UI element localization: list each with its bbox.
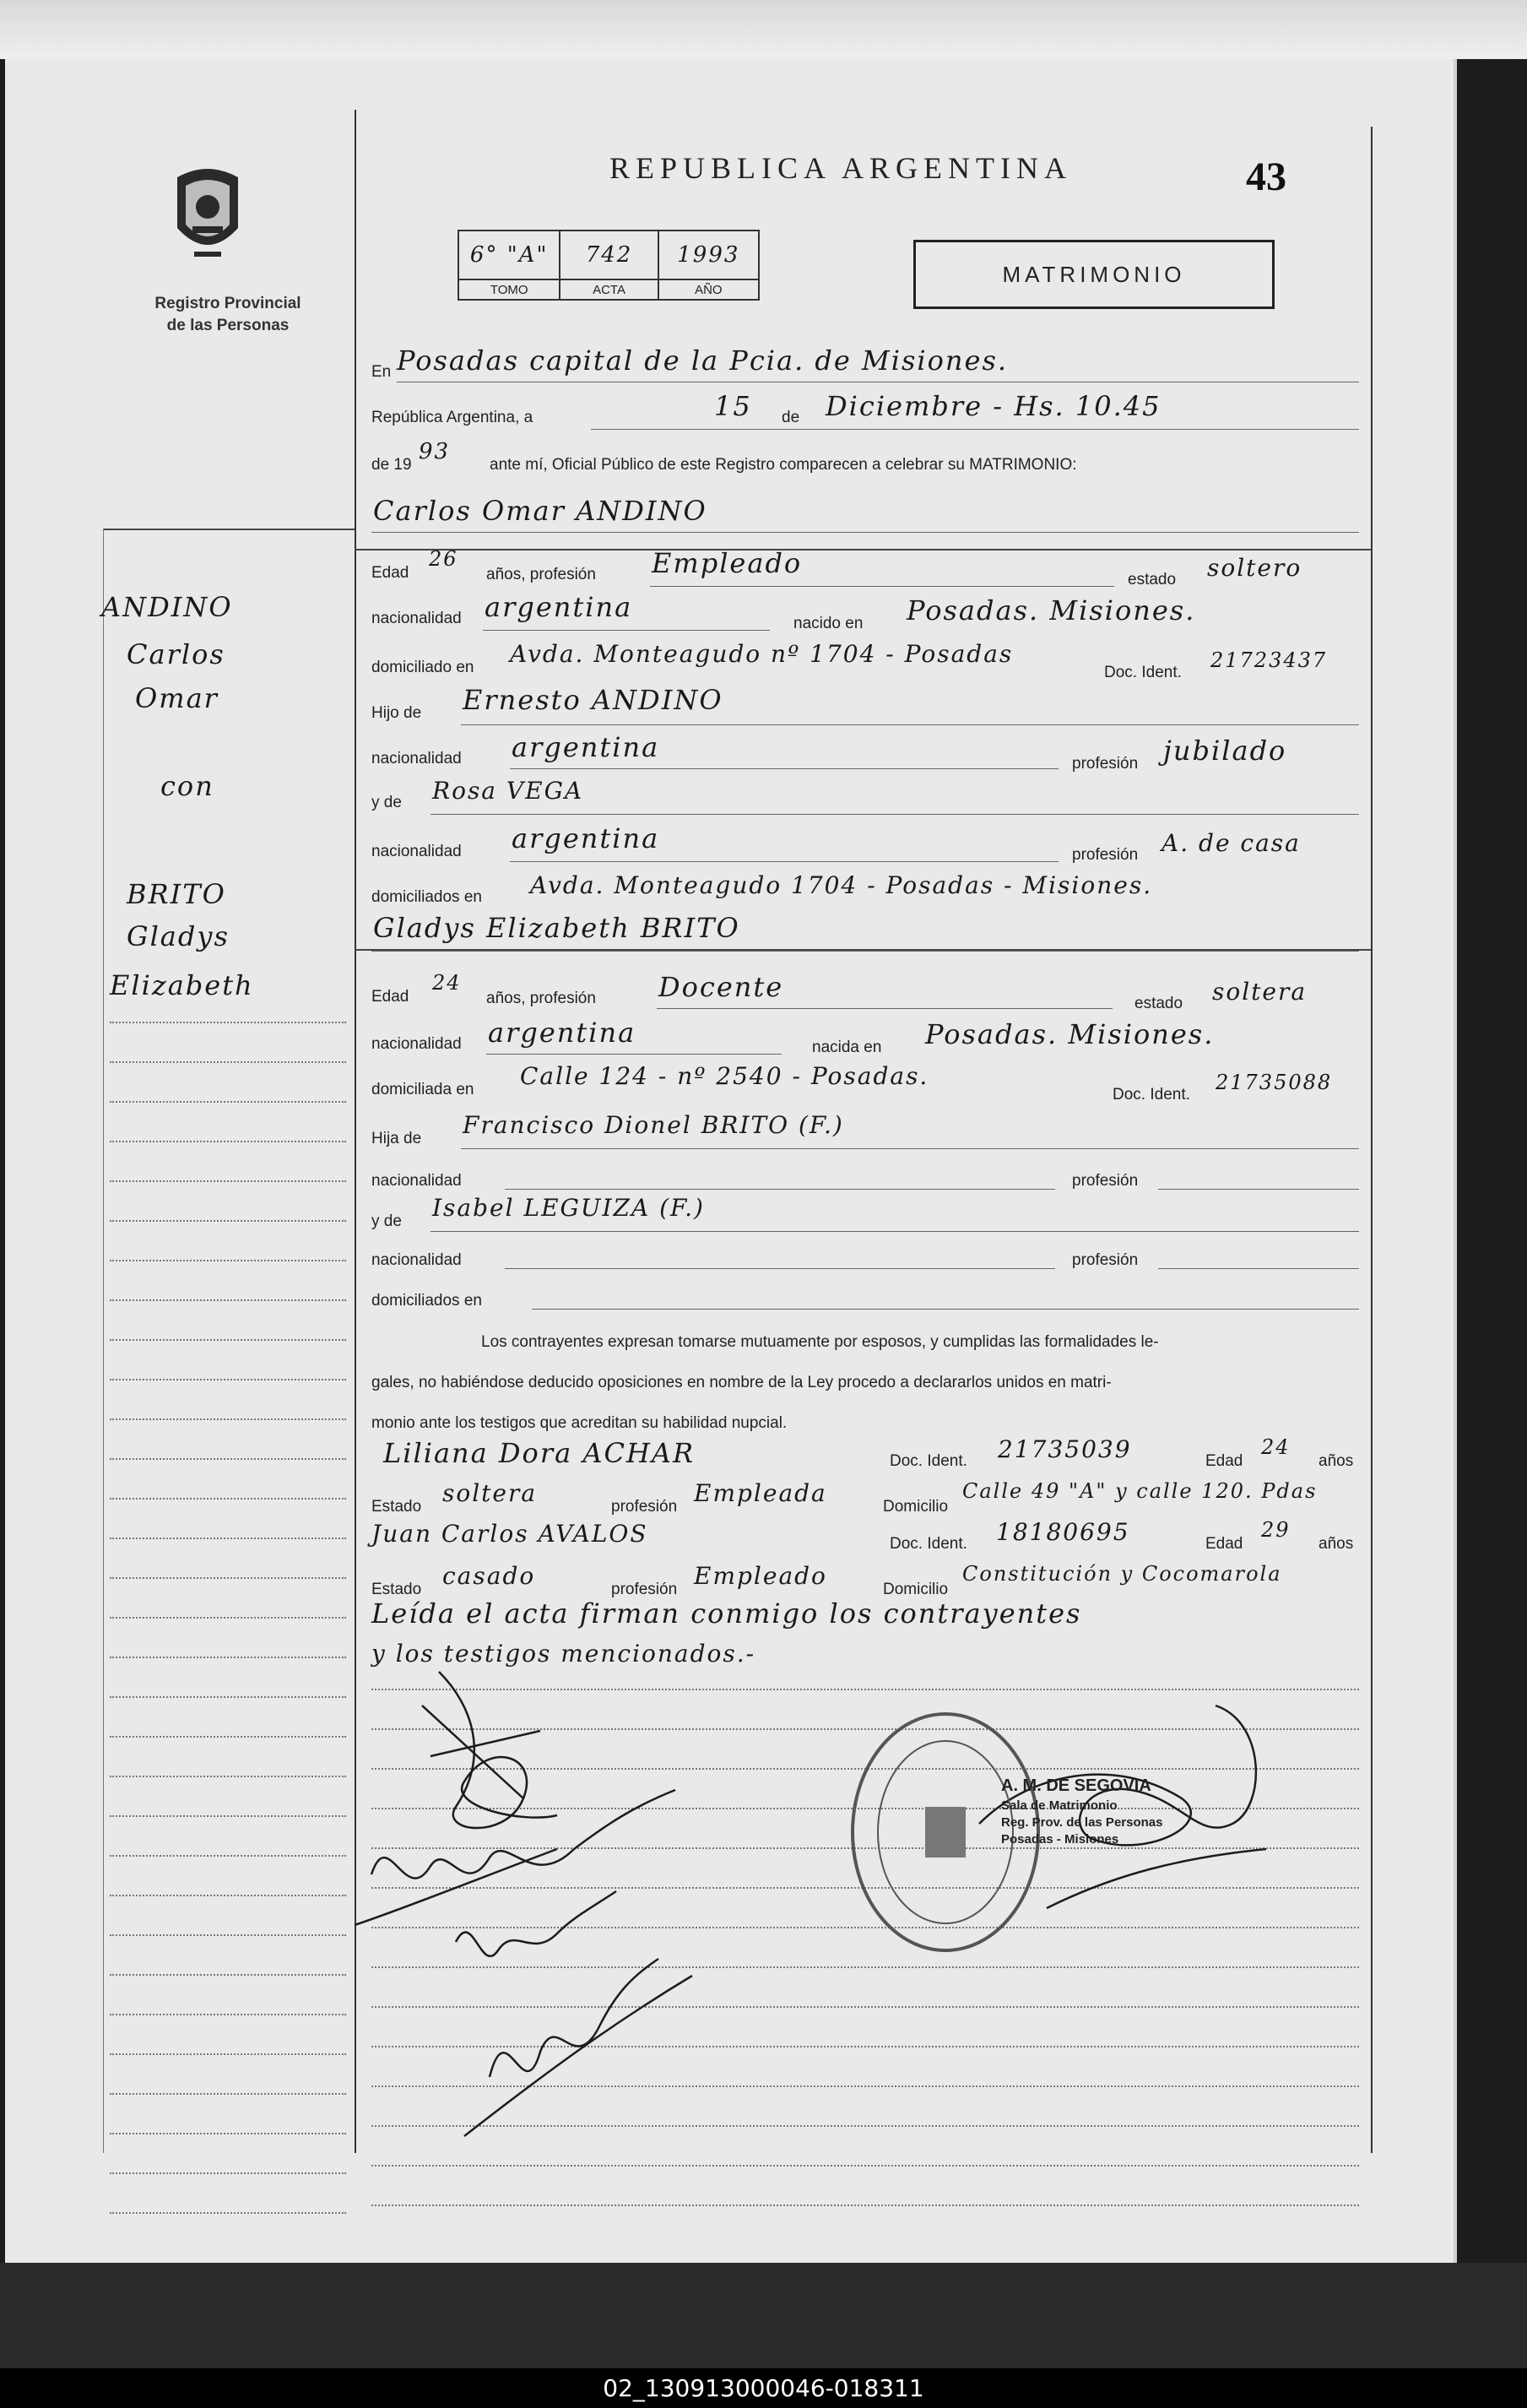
witness1-domicile: Calle 49 "A" y calle 120. Pdas	[962, 1479, 1318, 1503]
acta-value: 742	[585, 242, 633, 268]
margin-dotted-line	[110, 1538, 346, 1539]
groom-father: Ernesto ANDINO	[463, 684, 723, 716]
bride-mother-line	[430, 1231, 1359, 1232]
margin-dotted-line	[110, 1498, 346, 1500]
margin-dotted-line	[110, 2093, 346, 2095]
bride-profession: Docente	[658, 971, 784, 1003]
margin-dotted-line	[110, 1934, 346, 1936]
groom-domicile-label: domiciliado en	[371, 659, 474, 676]
margin-groom-surname: ANDINO	[101, 591, 233, 623]
groom-nationality-label: nacionalidad	[371, 610, 462, 627]
tomo-label: TOMO	[458, 279, 560, 300]
groom-name-line	[371, 532, 1359, 533]
ano-value: 1993	[677, 242, 740, 268]
witness1-doc-label: Doc. Ident.	[890, 1452, 967, 1470]
margin-dotted-line	[110, 1141, 346, 1142]
bride-nationality-label: nacionalidad	[371, 1035, 462, 1053]
margin-groom-second: Omar	[135, 682, 219, 714]
signatures-and-stamp	[355, 1655, 1367, 2195]
bride-mother-prof-label: profesión	[1072, 1251, 1139, 1269]
right-border-rule	[1371, 127, 1373, 2153]
witness2-name: Juan Carlos AVALOS	[371, 1520, 648, 1548]
margin-groom-first: Carlos	[127, 638, 225, 670]
bride-domicile-label: domiciliada en	[371, 1081, 474, 1098]
groom-profession-label: años, profesión	[486, 566, 596, 583]
bride-father-prof-label: profesión	[1072, 1172, 1139, 1190]
groom-father-prof-label: profesión	[1072, 755, 1139, 773]
groom-doc: 21723437	[1210, 648, 1328, 672]
de-label: de	[782, 409, 800, 426]
margin-dotted-line	[110, 2014, 346, 2015]
bride-parents-dom-label: domiciliados en	[371, 1292, 482, 1310]
year-suffix: 93	[419, 439, 451, 464]
margin-dotted-line	[110, 2133, 346, 2134]
bride-father-line	[461, 1148, 1359, 1149]
groom-mother-nat-line	[510, 861, 1059, 862]
margin-dotted-line	[110, 1180, 346, 1182]
witness2-age: 29	[1261, 1518, 1291, 1542]
witness1-dom-label: Domicilio	[883, 1498, 949, 1516]
witness2-doc: 18180695	[996, 1518, 1130, 1546]
marriage-day: 15	[714, 390, 752, 422]
bride-mother-label: y de	[371, 1212, 402, 1230]
bride-nationality-line	[486, 1054, 782, 1055]
margin-dotted-line	[110, 1736, 346, 1738]
bride-status-label: estado	[1134, 995, 1183, 1012]
margin-dotted-line	[110, 1418, 346, 1420]
witness2-status-label: Estado	[371, 1581, 422, 1598]
bride-doc: 21735088	[1216, 1071, 1333, 1094]
bride-mother: Isabel LEGUIZA (F.)	[432, 1194, 705, 1222]
groom-nationality-line	[483, 630, 770, 631]
groom-name: Carlos Omar ANDINO	[373, 495, 707, 527]
margin-left-rule	[103, 529, 104, 2153]
witness1-anos: años	[1319, 1452, 1354, 1470]
bride-age-label: Edad	[371, 988, 409, 1006]
bride-father-label: Hija de	[371, 1130, 422, 1147]
margin-dotted-line	[110, 1657, 346, 1658]
margin-bride-first: Gladys	[127, 920, 230, 952]
margin-dotted-line	[110, 1022, 346, 1023]
groom-mother-nationality: argentina	[512, 822, 660, 854]
folio-number: 43	[1246, 155, 1286, 199]
year-prefix: de 19	[371, 456, 412, 474]
margin-dotted-line	[110, 2053, 346, 2055]
margin-dotted-line	[110, 1855, 346, 1857]
record-type-box: MATRIMONIO	[913, 240, 1275, 309]
bride-parents-dom-line	[532, 1309, 1359, 1310]
witness2-profession: Empleado	[694, 1562, 827, 1590]
bride-father-prof-line	[1158, 1189, 1359, 1190]
bride-birthplace: Posadas. Misiones.	[925, 1018, 1215, 1050]
bride-domicile: Calle 124 - nº 2540 - Posadas.	[520, 1062, 929, 1090]
groom-mother-nat-label: nacionalidad	[371, 843, 462, 860]
groom-mother-profession: A. de casa	[1161, 829, 1301, 857]
bride-doc-label: Doc. Ident.	[1113, 1086, 1190, 1104]
margin-bride-surname: BRITO	[127, 878, 226, 910]
witness1-status: soltera	[442, 1479, 538, 1507]
tomo-acta-table	[458, 230, 760, 301]
witness1-profession: Empleada	[694, 1479, 827, 1507]
bride-mother-prof-line	[1158, 1268, 1359, 1269]
groom-doc-label: Doc. Ident.	[1104, 664, 1182, 681]
witness2-dom-label: Domicilio	[883, 1581, 949, 1598]
groom-father-label: Hijo de	[371, 704, 422, 722]
groom-age-label: Edad	[371, 564, 409, 582]
bride-age: 24	[432, 971, 462, 995]
groom-mother-line	[430, 814, 1359, 815]
bride-mother-nat-line	[505, 1268, 1055, 1269]
marriage-month-time: Diciembre - Hs. 10.45	[826, 390, 1161, 422]
margin-bride-second: Elizabeth	[110, 969, 254, 1001]
bride-profession-line	[657, 1008, 1113, 1009]
margin-con: con	[160, 770, 214, 802]
groom-nationality: argentina	[485, 591, 633, 623]
bride-mother-nat-label: nacionalidad	[371, 1251, 462, 1269]
country-title: REPUBLICA ARGENTINA	[609, 151, 1073, 185]
bride-father: Francisco Dionel BRITO (F.)	[463, 1111, 844, 1139]
groom-mother: Rosa VEGA	[432, 777, 584, 805]
signature-scribbles	[355, 1672, 1266, 2136]
groom-mother-prof-label: profesión	[1072, 846, 1139, 864]
stamp-name: A. M. DE SEGOVIA	[1001, 1776, 1151, 1795]
margin-dotted-line	[110, 1220, 346, 1222]
coat-of-arms-icon	[169, 160, 246, 270]
stamp-title-1: Sala de Matrimonio	[1001, 1798, 1118, 1813]
groom-age: 26	[429, 547, 458, 571]
margin-dotted-line	[110, 1974, 346, 1976]
witness1-doc: 21735039	[998, 1435, 1132, 1463]
stamp-title-3: Posadas - Misiones	[1001, 1832, 1119, 1847]
closing-line-2: y los testigos mencionados.-	[371, 1640, 756, 1668]
signature-dotted-line	[371, 2205, 1359, 2206]
witness2-anos: años	[1319, 1535, 1354, 1553]
witness1-status-label: Estado	[371, 1498, 422, 1516]
groom-status-label: estado	[1128, 571, 1177, 588]
witness2-doc-label: Doc. Ident.	[890, 1535, 967, 1553]
groom-parents-domicile: Avda. Monteagudo 1704 - Posadas - Misiones.	[530, 871, 1153, 899]
image-id-footer: 02_130913000046-018311	[0, 2368, 1527, 2408]
declaration-line-1: Los contrayentes expresan tomarse mutuamente por esposos, y cumplidas las formalidades le-	[481, 1333, 1159, 1351]
margin-dotted-line	[110, 1617, 346, 1619]
margin-top-rule	[103, 529, 355, 530]
groom-father-line	[461, 724, 1359, 725]
margin-dotted-line	[110, 1339, 346, 1341]
margin-dotted-line	[110, 1895, 346, 1896]
witness1-prof-label: profesión	[611, 1498, 678, 1516]
appearance-statement: ante mí, Oficial Público de este Registro comparecen a celebrar su MATRIMONIO:	[490, 456, 1077, 474]
republica-label: República Argentina, a	[371, 409, 533, 426]
bride-status: soltera	[1212, 978, 1308, 1006]
scan-background-top	[0, 0, 1527, 59]
declaration-line-2: gales, no habiéndose deducido oposiciones en nombre de la Ley procedo a declararlos unidos en matri-	[371, 1374, 1112, 1391]
bride-birthplace-label: nacida en	[812, 1039, 882, 1056]
declaration-line-3: monio ante los testigos que acreditan su habilidad nupcial.	[371, 1414, 788, 1432]
groom-father-nat-line	[510, 768, 1059, 769]
groom-domicile: Avda. Monteagudo nº 1704 - Posadas	[510, 640, 1014, 668]
acta-label: ACTA	[560, 279, 658, 300]
margin-dotted-line	[110, 1696, 346, 1698]
marriage-place: Posadas capital de la Pcia. de Misiones.	[397, 344, 1009, 377]
witness2-prof-label: profesión	[611, 1581, 678, 1598]
ano-label: AÑO	[658, 279, 759, 300]
groom-father-nat-label: nacionalidad	[371, 750, 462, 767]
closing-line-1: Leída el acta firman conmigo los contrayentes	[371, 1597, 1082, 1630]
tomo-value: 6° "A"	[469, 242, 549, 268]
margin-dotted-line	[110, 1577, 346, 1579]
groom-profession: Empleado	[652, 547, 803, 579]
witness2-status: casado	[442, 1562, 536, 1590]
witness1-age: 24	[1261, 1435, 1291, 1459]
witness1-age-label: Edad	[1205, 1452, 1243, 1470]
margin-dotted-line	[110, 1379, 346, 1380]
bride-name: Gladys Elizabeth BRITO	[373, 912, 740, 944]
groom-birthplace: Posadas. Misiones.	[907, 594, 1196, 626]
witness1-name: Liliana Dora ACHAR	[383, 1437, 696, 1469]
groom-father-nationality: argentina	[512, 731, 660, 763]
groom-father-profession: jubilado	[1163, 735, 1287, 767]
date-line	[591, 429, 1359, 430]
bride-nationality: argentina	[488, 1017, 636, 1049]
stamp-title-2: Reg. Prov. de las Personas	[1001, 1815, 1163, 1830]
margin-dotted-line	[110, 1101, 346, 1103]
scan-background-bottom	[0, 2263, 1527, 2368]
registry-name: Registro Provincial de las Personas	[154, 295, 301, 334]
groom-profession-line	[650, 586, 1114, 587]
header-separator	[355, 549, 1371, 550]
margin-dotted-line	[110, 1776, 346, 1777]
groom-parents-dom-label: domiciliados en	[371, 888, 482, 906]
witness2-domicile: Constitución y Cocomarola	[962, 1562, 1282, 1586]
en-label: En	[371, 363, 392, 381]
witness2-age-label: Edad	[1205, 1535, 1243, 1553]
bride-father-nat-label: nacionalidad	[371, 1172, 462, 1190]
margin-dotted-line	[110, 1299, 346, 1301]
margin-dotted-line	[110, 1260, 346, 1261]
margin-dotted-line	[110, 2172, 346, 2174]
margin-dotted-line	[110, 1458, 346, 1460]
bride-name-line	[371, 951, 1359, 952]
bride-father-nat-line	[505, 1189, 1055, 1190]
margin-dotted-line	[110, 2212, 346, 2214]
margin-dotted-line	[110, 1815, 346, 1817]
groom-mother-label: y de	[371, 794, 402, 811]
groom-birthplace-label: nacido en	[793, 615, 864, 632]
margin-dotted-line	[110, 1061, 346, 1063]
bride-profession-label: años, profesión	[486, 990, 596, 1007]
groom-status: soltero	[1207, 554, 1302, 582]
